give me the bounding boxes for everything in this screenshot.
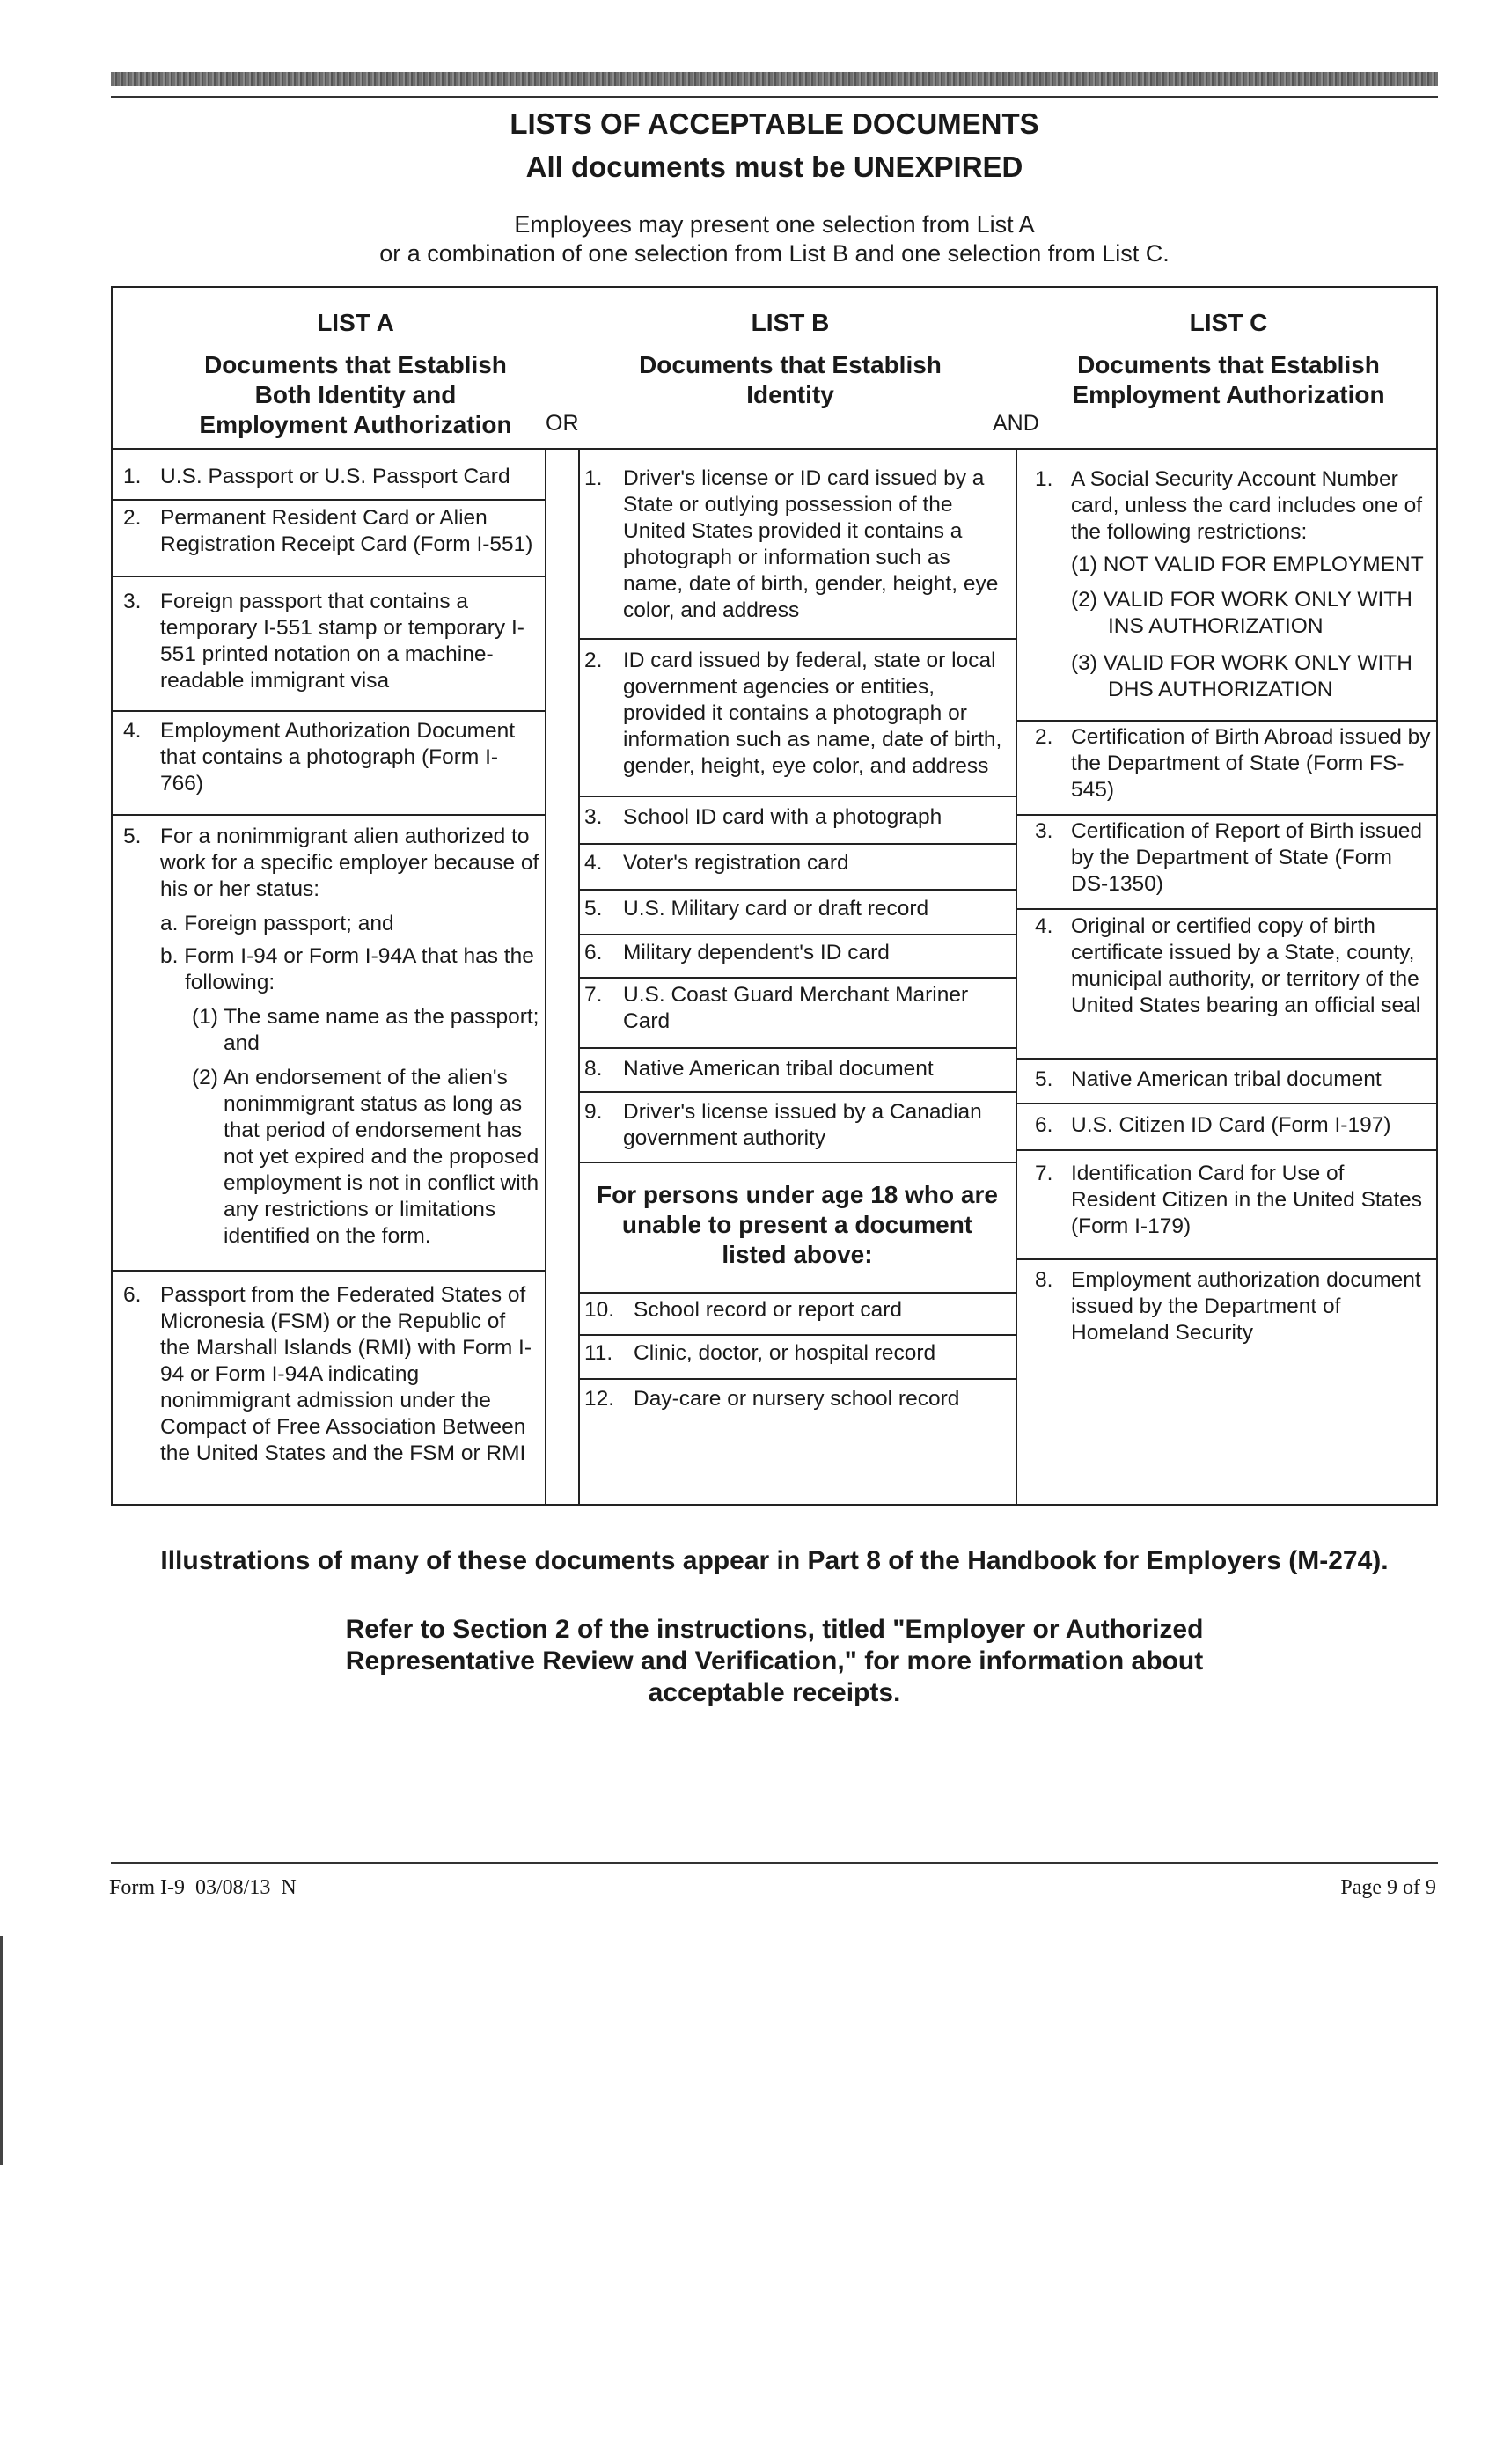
page-number: Page 9 of 9: [1340, 1876, 1436, 1899]
top-rule-bar: [111, 72, 1438, 86]
list-b-header: [584, 308, 996, 410]
list-c-row-rule: [1016, 1149, 1438, 1151]
list-b-row-rule: [578, 1334, 1017, 1336]
list-c-heading-line: Documents that Establish: [1077, 351, 1380, 378]
intro-line-1: Employees may present one selection from List A: [514, 211, 1035, 238]
list-b-heading-line: Identity: [746, 381, 834, 408]
illustrations-note: Illustrations of many of these documents appear in Part 8 of the Handbook for Employers (M-274).: [160, 1546, 1389, 1575]
list-c-row-rule: [1016, 1058, 1438, 1060]
list-a-row-rule: [111, 710, 546, 712]
list-a-sub-b: b. Form I-94 or Form I-94A that has the following:: [160, 944, 534, 994]
list-b-row-rule: [578, 796, 1017, 797]
list-b-row-rule: [578, 934, 1017, 935]
list-b-row-rule: [578, 843, 1017, 845]
list-b-row-rule: [578, 1091, 1017, 1093]
list-c-restriction: (2) VALID FOR WORK ONLY WITH INS AUTHORIZATION: [1071, 588, 1412, 638]
page-title: LISTS OF ACCEPTABLE DOCUMENTS: [510, 107, 1039, 140]
list-c-header: [1021, 308, 1436, 410]
list-b-row-rule: [578, 1292, 1017, 1294]
list-a-item-nonimmigrant: 5. For a nonimmigrant alien authorized to work for a specific employer because of his or her status: a. Foreign passport; and b. Form I-94 or Form I-94A that has the following: (1) The same name as the passport; and (2) An endorsement of the alien's nonimmigrant status as long as that period of endorsement has not yet expired and the proposed employment is not in conflict with any restrictions or limitations identified on the form.: [113, 824, 546, 1264]
list-c-restriction: (3) VALID FOR WORK ONLY WITH DHS AUTHORIZATION: [1071, 651, 1412, 701]
list-c-row-rule: [1016, 720, 1438, 722]
list-b-row-rule: [578, 889, 1017, 891]
list-c-label: LIST C: [1189, 309, 1268, 336]
list-a-row-rule: [111, 814, 546, 816]
page-subtitle: All documents must be UNEXPIRED: [525, 150, 1023, 183]
list-c-row-rule: [1016, 908, 1438, 910]
list-a-row-rule: [111, 576, 546, 577]
list-a-row-rule: [111, 1270, 546, 1272]
list-c-row-rule: [1016, 1258, 1438, 1260]
list-a-heading-line: Both Identity and: [254, 381, 457, 408]
list-a-sub-a: a. Foreign passport; and: [160, 912, 394, 935]
list-a-header: [114, 308, 597, 440]
receipts-note: Refer to Section 2 of the instructions, titled "Employer or Authorized Representative Review and Verification," for more information about acceptable receipts.: [345, 1615, 1204, 1707]
list-a-heading-line: Employment Authorization: [199, 411, 512, 438]
list-c-item-ssn: 1. A Social Security Account Number card, unless the card includes one of the following restrictions: (1) NOT VALID FOR EMPLOYMENT (2) VALID FOR WORK ONLY WITH INS AUTHORIZATION (3) VALID FOR WORK ONLY WITH DHS AUTHORIZATION: [1023, 466, 1436, 717]
list-b-row-rule: [578, 977, 1017, 979]
list-a-label: LIST A: [317, 309, 394, 336]
top-rule-line: [111, 96, 1438, 98]
list-b-row-rule: [578, 1162, 1017, 1163]
list-b-label: LIST B: [751, 309, 830, 336]
list-b-row-rule: [578, 1378, 1017, 1380]
list-c-restriction: (1) NOT VALID FOR EMPLOYMENT: [1071, 553, 1424, 576]
form-identifier: Form I-9 03/08/13 N: [109, 1876, 297, 1899]
list-a-sub-b1: (1) The same name as the passport; and: [192, 1005, 539, 1055]
list-b-heading-line: Documents that Establish: [639, 351, 942, 378]
header-separator: [111, 448, 1438, 450]
intro-line-2: or a combination of one selection from List B and one selection from List C.: [379, 240, 1170, 267]
list-c-row-rule: [1016, 814, 1438, 816]
list-b-row-rule: [578, 1047, 1017, 1049]
list-c-row-rule: [1016, 1103, 1438, 1104]
list-a-heading-line: Documents that Establish: [204, 351, 507, 378]
list-b-row-rule: [578, 638, 1017, 640]
footer-rule: [111, 1862, 1438, 1864]
list-b-minors-heading: For persons under age 18 who are unable to present a document listed above:: [597, 1181, 998, 1268]
list-a-sub-b2: (2) An endorsement of the alien's nonimmigrant status as long as that period of endorsement has not yet expired and the proposed employment is not in conflict with any restrictions or limitations identified on the form.: [192, 1066, 539, 1248]
connector-and: AND: [993, 411, 1039, 436]
scan-edge-mark: [0, 1936, 3, 2165]
list-a-row-rule: [111, 499, 546, 501]
document-page: LISTS OF ACCEPTABLE DOCUMENTS All documents must be UNEXPIRED Employees may present one selection from List A or a combination of one selection from List B and one selection from List C. LIST A Documents that Establish Both Identity and Employment Authorization OR LIST B Documents that Establish Identity AND LIST C Documents that Establish Employment Authorization 1. U.S. Passport or U.S. Passport Card 2. Permanent Resident Card or Alien Registration Receipt Card (Form I-551) 3. Foreign passport that contains a temporary I-551 stamp or temporary I-551 printed notation on a machine-readable immigrant visa 4. Employment Authorization Document that contains a photograph (Form I-766) 5. For a nonimmigrant alien authorized to work for a specific employer because of his or her status: a. Foreign passport; and b. Form I-94 or Form I-94A that has the following: (1) The same name as the passport; and (2) An endorsement of the alien's nonimmigrant status as long as that period of endorsement has not yet expired and the proposed employment is not in conflict with any restrictions or limitations identified on the form. 6. Passport from the Federated States of Micronesia (FSM) or the Republic of the Marshall Islands (RMI) with Form I-94 or Form I-94A indicating nonimmigrant admission under the Compact of Free Association Between the United States and the FSM or RMI 1. Driver's license or ID card issued by a State or outlying possession of the United States provided it contains a photograph or information such as name, date of birth, gender, height, eye color, and address 2. ID card issued by federal, state or local government agencies or entities, provided it contains a photograph or information such as name, date of birth, gender, height, eye color, and address 3. School ID card with a photograph 4. Voter's registration card 5. U.S. Military card or draft record 6. Military dependent's ID card 7. U.S. Coast Guard Merchant Mariner Card 8. Native American tribal document 9. Driver's license issued by a Canadian government authority For persons under age 18 who are unable to present a document listed above: 10. School record or report card 11. Clinic, doctor, or hospital record 12. Day-care or nursery school record 1. A Social Security Account Number card, unless the card includes one of the following restrictions: (1) NOT VALID FOR EMPLOYMENT (2) VALID FOR WORK ONLY WITH INS AUTHORIZATION (3) VALID FOR WORK ONLY WITH DHS AUTHORIZATION 2. Certification of Birth Abroad issued by the Department of State (Form FS-545) 3. Certification of Report of Birth issued by the Department of State (Form DS-1350) 4. Original or certified copy of birth certificate issued by a State, county, municipal authority, or territory of the United States bearing an official seal 5. Native American tribal document 6. U.S. Citizen ID Card (Form I-197) 7. Identification Card for Use of Resident Citizen in the United States (Form I-179) 8. Employment authorization document issued by the Department of Homeland Security Illustrations of many of these documents appear in Part 8 of the Handbook for Employers (M-274). Refer to Section 2 of the instructions, titled "Employer or Authorized Representative Review and Verification," for more information about acceptable receipts. Form I-9 03/08/13 N Page 9 of 9: [0, 0, 1496, 2464]
connector-or: OR: [546, 411, 579, 436]
list-c-heading-line: Employment Authorization: [1072, 381, 1385, 408]
